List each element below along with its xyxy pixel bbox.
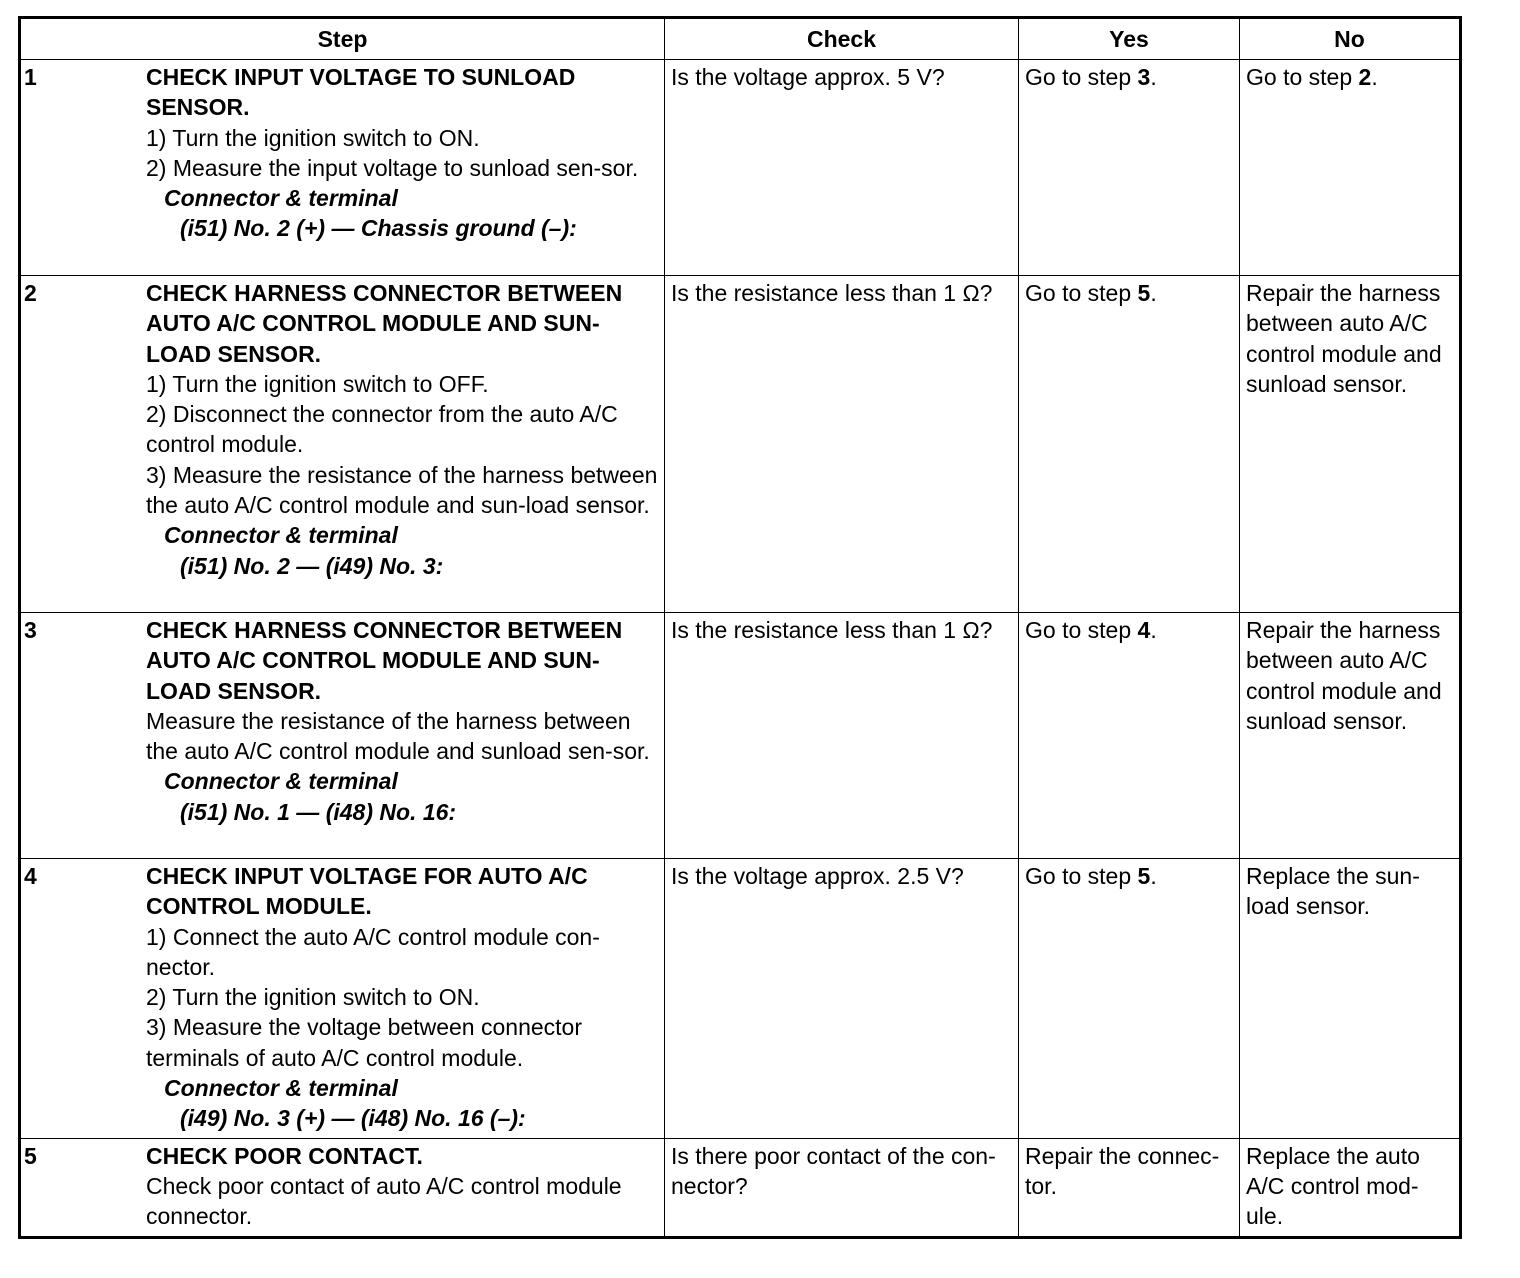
step-instruction: 2) Disconnect the connector from the auto A/C control module. (146, 401, 618, 458)
step-instruction: 2) Measure the input voltage to sunload sen-sor. (146, 154, 639, 181)
step-number: 1 (24, 64, 37, 90)
step-instruction: Measure the resistance of the harness between the auto A/C control module and sunload sen-sor. (146, 707, 650, 765)
yes-cell: Go to step 3. (1019, 60, 1240, 276)
connector-label: Connector & terminal (164, 185, 398, 212)
step-instruction: 1) Turn the ignition switch to OFF. (146, 370, 489, 397)
step-ref: 5 (1137, 863, 1151, 889)
step-ref: 5 (1137, 280, 1151, 306)
step-cell (20, 60, 665, 276)
step-number: 3 (24, 617, 37, 643)
no-cell: Repair the harness between auto A/C control module and sunload sensor. (1240, 613, 1461, 859)
connector-terminal: (i51) No. 2 (+) — Chassis ground (–): (180, 215, 577, 242)
no-cell: Replace the auto A/C control mod-ule. (1240, 1138, 1461, 1237)
connector-label: Connector & terminal (164, 768, 398, 795)
step-cell (20, 276, 665, 613)
step-cell (20, 613, 665, 859)
yes-cell: Repair the connec-tor. (1019, 1138, 1240, 1237)
check-cell: Is the resistance less than 1 Ω? (665, 613, 1019, 859)
check-cell: Is the resistance less than 1 Ω? (665, 276, 1019, 613)
step-ref: 3 (1137, 64, 1151, 90)
header-no: No (1240, 18, 1461, 60)
step-instruction: 3) Measure the voltage between connector terminals of auto A/C control module. (146, 1014, 582, 1071)
header-yes: Yes (1019, 18, 1240, 60)
connector-terminal: (i51) No. 2 — (i49) No. 3: (180, 552, 444, 579)
check-cell: Is there poor contact of the con-nector? (665, 1138, 1019, 1237)
table-header-row (20, 18, 1461, 60)
yes-cell: Go to step 5. (1019, 276, 1240, 613)
header-check: Check (665, 18, 1019, 60)
step-ref: 2 (1358, 64, 1372, 90)
step-title: CHECK POOR CONTACT. (146, 1142, 423, 1169)
step-instruction: Check poor contact of auto A/C control module connector. (146, 1172, 622, 1230)
table-row (20, 1138, 1461, 1237)
step-title: CHECK INPUT VOLTAGE FOR AUTO A/C CONTROL MODULE. (146, 863, 588, 920)
yes-cell: Go to step 4. (1019, 613, 1240, 859)
connector-terminal: (i51) No. 1 — (i48) No. 16: (180, 798, 457, 825)
table-row (20, 859, 1461, 1139)
no-cell: Replace the sun-load sensor. (1240, 859, 1461, 1139)
step-instruction: 3) Measure the resistance of the harness between the auto A/C control module and sun-load sensor. (146, 461, 658, 519)
step-cell (20, 1138, 665, 1237)
step-number: 5 (24, 1142, 37, 1169)
step-number: 2 (24, 280, 37, 306)
step-instruction: 2) Turn the ignition switch to ON. (146, 984, 480, 1011)
connector-label: Connector & terminal (164, 1075, 398, 1102)
table-row (20, 60, 1461, 276)
check-cell: Is the voltage approx. 5 V? (665, 60, 1019, 276)
table-row (20, 613, 1461, 859)
yes-cell: Go to step 5. (1019, 859, 1240, 1139)
diagnostic-table (18, 16, 1462, 1239)
table-row (20, 276, 1461, 613)
step-ref: 4 (1137, 617, 1151, 643)
step-title: CHECK INPUT VOLTAGE TO SUNLOAD SENSOR. (146, 64, 576, 121)
header-step: Step (20, 18, 665, 60)
connector-label: Connector & terminal (164, 522, 398, 549)
step-instruction: 1) Turn the ignition switch to ON. (146, 124, 480, 151)
no-cell: Go to step 2. (1240, 60, 1461, 276)
step-instruction: 1) Connect the auto A/C control module con-nector. (146, 923, 600, 980)
step-title: CHECK HARNESS CONNECTOR BETWEEN AUTO A/C CONTROL MODULE AND SUN-LOAD SENSOR. (146, 617, 623, 704)
step-cell (20, 859, 665, 1139)
step-title: CHECK HARNESS CONNECTOR BETWEEN AUTO A/C CONTROL MODULE AND SUN-LOAD SENSOR. (146, 280, 623, 367)
no-cell: Repair the harness between auto A/C control module and sunload sensor. (1240, 276, 1461, 613)
step-number: 4 (24, 863, 37, 889)
connector-terminal: (i49) No. 3 (+) — (i48) No. 16 (–): (180, 1105, 526, 1132)
check-cell: Is the voltage approx. 2.5 V? (665, 859, 1019, 1139)
